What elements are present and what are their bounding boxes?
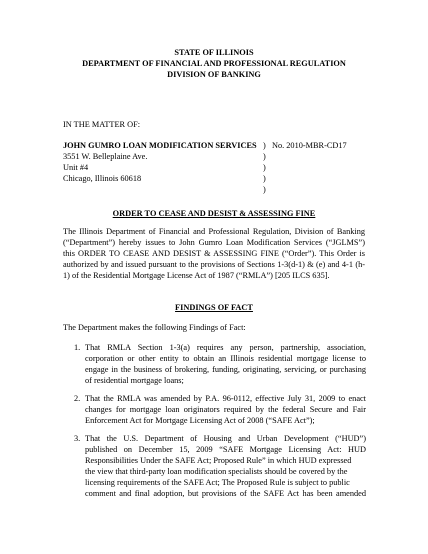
findings-intro: The Department makes the following Findings of Fact: — [63, 323, 246, 332]
respondent-address-line1: 3551 W. Belleplaine Ave. — [63, 152, 148, 161]
finding-line: licensing requirements of the SAFE Act; The Proposed Rule is subject to public — [85, 478, 350, 487]
finding-line: published on December 15, 2009 “SAFE Mortgage Licensing Act: HUD — [85, 445, 366, 454]
finding-1-text — [85, 342, 366, 386]
finding-line: That the U.S. Department of Housing and Urban Development (“HUD”) — [85, 434, 366, 443]
finding-line: That the RMLA was amended by P.A. 96-0112, effective July 31, 2009 to enact — [85, 394, 366, 403]
intro-paragraph-line: this ORDER TO CEASE AND DESIST & ASSESSING FINE (“Order”). This Order is — [63, 249, 365, 258]
intro-paragraph-line: The Illinois Department of Financial and Professional Regulation, Division of Banking — [63, 227, 365, 236]
respondent-address-line2: Unit #4 — [63, 163, 89, 172]
finding-2-text — [85, 393, 366, 426]
intro-paragraph-line: 1) of the Residential Mortgage License Act of 1987 (“RMLA”) [205 ILCS 635]. — [63, 271, 330, 280]
intro-paragraph-line: (“Department”) hereby issues to John Gumro Loan Modification Services (“JGLMS”) — [63, 238, 365, 247]
caption-paren: ) — [263, 152, 266, 161]
caption-paren: ) — [263, 141, 266, 150]
finding-line: Enforcement Act for Mortgage Licensing Act of 2008 (“SAFE Act”); — [85, 416, 315, 425]
case-number: No. 2010-MBR-CD17 — [272, 141, 347, 150]
finding-line: engage in the business of brokering, funding, originating, servicing, or purchasing — [85, 365, 366, 374]
caption-paren: ) — [263, 185, 266, 194]
state-heading: STATE OF ILLINOIS — [174, 48, 254, 57]
matter-intro: IN THE MATTER OF: — [63, 120, 141, 129]
intro-paragraph — [63, 226, 365, 281]
finding-number: 2. — [74, 394, 81, 403]
respondent-name: JOHN GUMRO LOAN MODIFICATION SERVICES — [63, 141, 257, 150]
caption-paren: ) — [263, 163, 266, 172]
finding-line: corporation or other entity to obtain an Illinois residential mortgage license to — [85, 354, 366, 363]
finding-3-text — [85, 433, 366, 499]
finding-line: changes for mortgage loan originators required by the federal Secure and Fair — [85, 405, 366, 414]
finding-line: of residential mortgage loans; — [85, 376, 184, 385]
finding-number: 3. — [74, 434, 81, 443]
intro-paragraph-line: authorized by and issued pursuant to the provisions of Sections 1-3(d-1) & (e) and 4-1 (h- — [63, 260, 365, 269]
finding-line: comment and final adoption, but provisions of the SAFE Act has been amended — [85, 489, 366, 498]
finding-line: That RMLA Section 1-3(a) requires any person, partnership, association, — [85, 343, 366, 352]
department-heading: DEPARTMENT OF FINANCIAL AND PROFESSIONAL REGULATION — [82, 59, 346, 68]
finding-line: Responsibilities Under the SAFE Act; Proposed Rule” in which HUD expressed — [85, 456, 352, 465]
order-title: ORDER TO CEASE AND DESIST & ASSESSING FINE — [112, 209, 316, 218]
division-heading: DIVISION OF BANKING — [167, 70, 261, 79]
caption-paren: ) — [263, 174, 266, 183]
respondent-address-line3: Chicago, Illinois 60618 — [63, 174, 142, 183]
finding-line: the view that third-party loan modification specialists should be covered by the — [85, 467, 348, 476]
finding-number: 1. — [74, 343, 81, 352]
findings-title: FINDINGS OF FACT — [175, 303, 253, 312]
